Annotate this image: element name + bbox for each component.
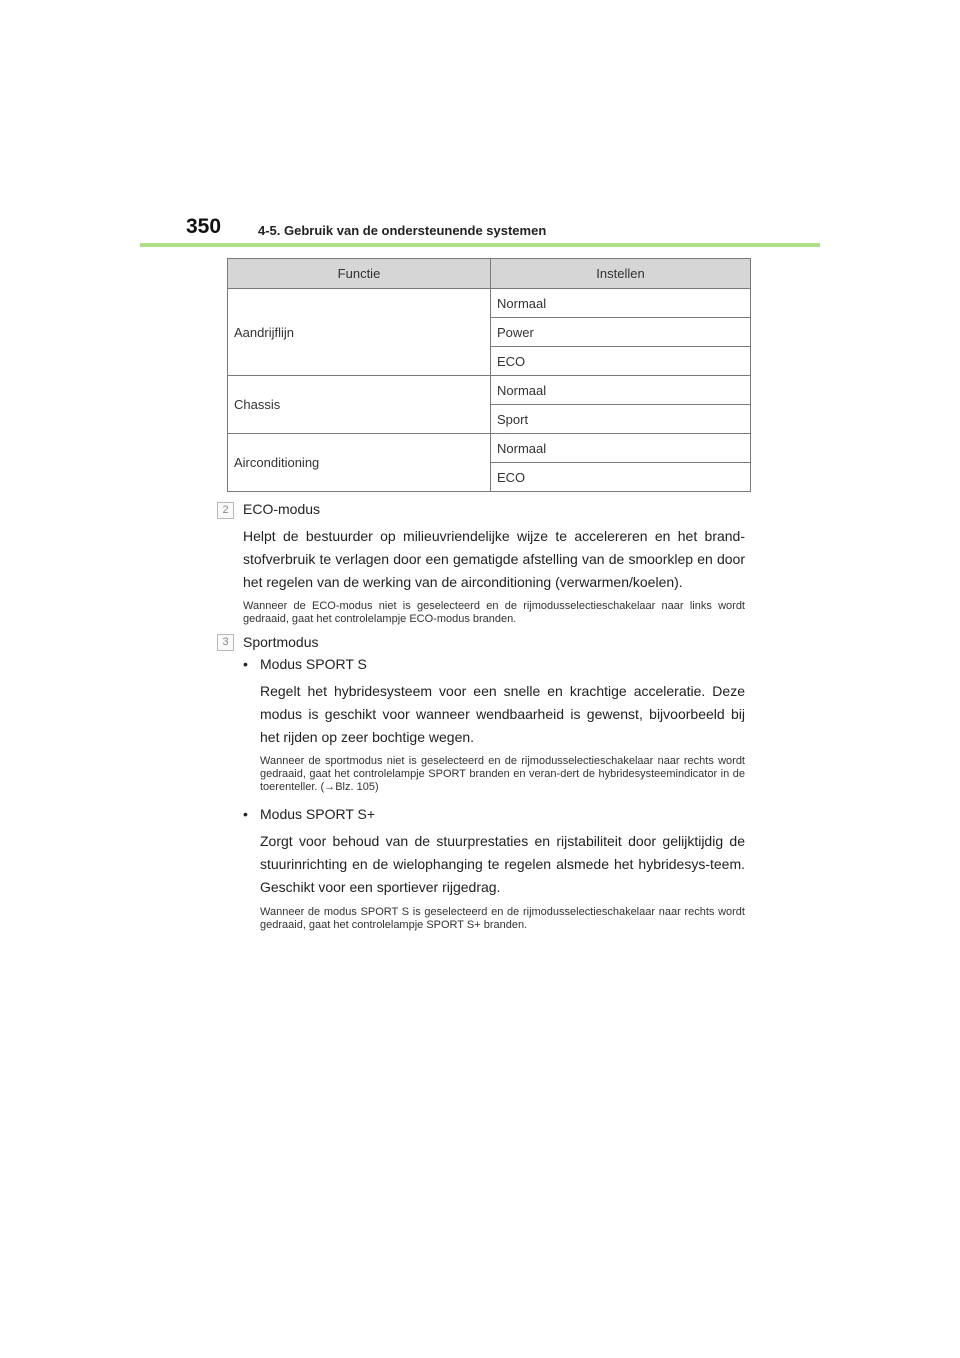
section-title: 4-5. Gebruik van de ondersteunende systemen	[258, 223, 547, 238]
settings-table	[227, 258, 751, 492]
item-number-marker: 3	[217, 634, 234, 651]
eco-mode-heading: ECO-modus	[243, 501, 321, 517]
sport-s-heading: Modus SPORT S	[260, 656, 367, 672]
header-rule	[140, 243, 820, 247]
sport-s-plus-note: Wanneer de modus SPORT S is geselecteerd en de rijmodusselectieschakelaar naar rechts wordt gedraaid, gaat het controlelampje SPORT S+ branden.	[260, 906, 745, 931]
column-header-function: Functie	[228, 259, 491, 289]
bullet-sport-s	[243, 656, 367, 672]
bullet-point: •	[243, 806, 248, 822]
setting-cell: Normaal	[491, 289, 751, 318]
eco-mode-description: Helpt de bestuurder op milieuvriendelijke wijze te accelereren en het brand-stofverbruik te verlagen door een gematigde afstelling van de smoorklep en door het regelen van de werking van de airconditioning (verwarmen/koelen).	[243, 528, 745, 590]
item-number-marker: 2	[217, 502, 234, 519]
sport-s-description: Regelt het hybridesysteem voor een snelle en krachtige acceleratie. Deze modus is geschikt voor wanneer wendbaarheid is gewenst, bijvoorbeeld bij het rijden op zeer bochtige wegen.	[260, 683, 745, 745]
bullet-sport-s-plus	[243, 806, 375, 822]
table-row	[228, 434, 751, 463]
setting-cell: Power	[491, 318, 751, 347]
sport-s-note: Wanneer de sportmodus niet is geselecteerd en de rijmodusselectieschakelaar naar rechts wordt gedraaid, gaat het controlelampje SPORT branden en veran-dert de hybridesysteemindicator in de toerenteller. (→Blz. 105)	[260, 755, 745, 793]
sport-mode-heading: Sportmodus	[243, 634, 319, 650]
sport-s-plus-description: Zorgt voor behoud van de stuurprestaties en rijstabiliteit door gelijktijdig de stuurinrichting en de wielophanging te regelen alsmede het hybridesys-teem. Geschikt voor een sportiever rijgedrag.	[260, 833, 745, 895]
function-cell: Chassis	[228, 376, 491, 434]
function-cell: Airconditioning	[228, 434, 491, 492]
table-header-row	[228, 259, 751, 289]
bullet-point: •	[243, 656, 248, 672]
table-row	[228, 289, 751, 318]
eco-mode-note: Wanneer de ECO-modus niet is geselecteerd en de rijmodusselectieschakelaar naar links wordt gedraaid, gaat het controlelampje ECO-modus branden.	[243, 600, 745, 625]
function-cell: Aandrijflijn	[228, 289, 491, 376]
setting-cell: ECO	[491, 347, 751, 376]
setting-cell: Sport	[491, 405, 751, 434]
setting-cell: Normaal	[491, 434, 751, 463]
table-row	[228, 376, 751, 405]
page-number: 350	[186, 215, 222, 238]
setting-cell: ECO	[491, 463, 751, 492]
sport-s-plus-heading: Modus SPORT S+	[260, 806, 376, 822]
column-header-setting: Instellen	[491, 259, 751, 289]
setting-cell: Normaal	[491, 376, 751, 405]
